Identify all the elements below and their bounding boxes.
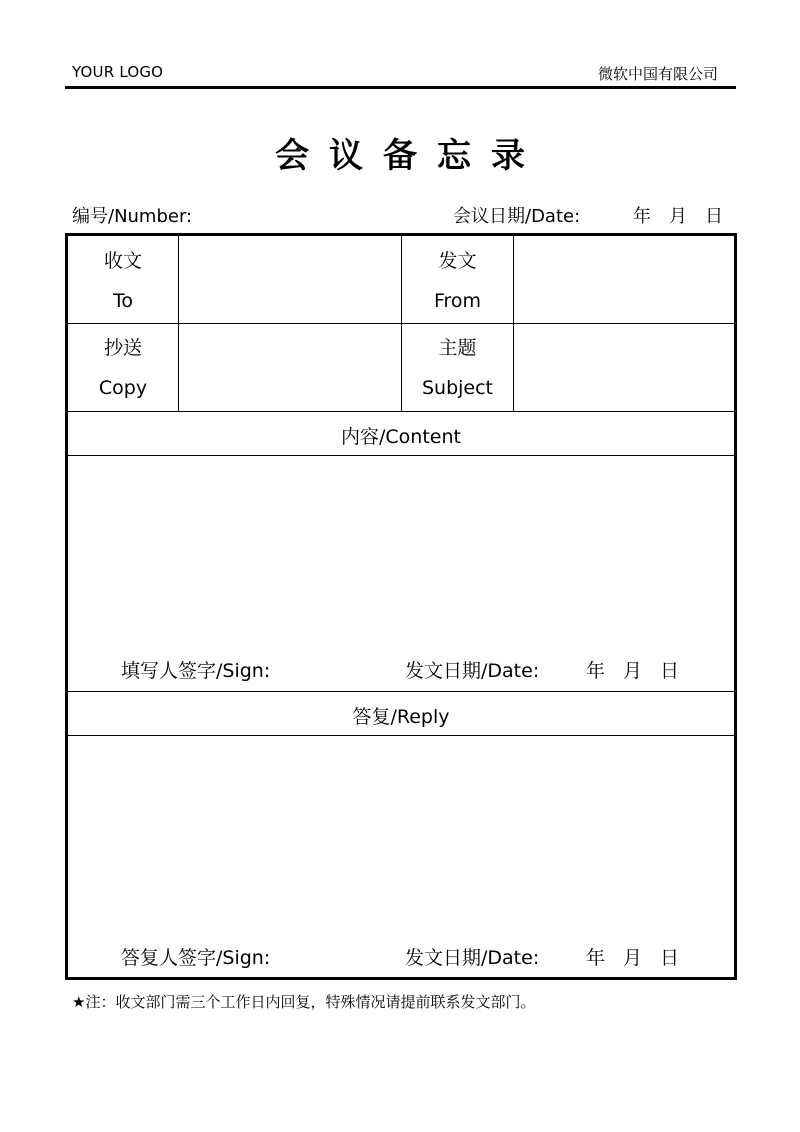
company-name: 微软中国有限公司 bbox=[597, 65, 718, 83]
from-label-cn: 发文 bbox=[438, 250, 477, 272]
to-label-cn: 收文 bbox=[103, 250, 142, 272]
content-issue-date-fields bbox=[586, 656, 679, 683]
content-area[interactable] bbox=[68, 456, 734, 651]
to-label-en: To bbox=[112, 290, 133, 312]
month-label: 月 bbox=[669, 206, 687, 227]
logo-placeholder: YOUR LOGO bbox=[72, 63, 164, 81]
copy-label-cell bbox=[68, 328, 178, 408]
to-field[interactable] bbox=[179, 236, 401, 323]
month-label: 月 bbox=[623, 947, 643, 969]
content-section-title: 内容/Content bbox=[341, 426, 461, 448]
number-label: 编号/Number: bbox=[72, 206, 193, 227]
reply-signer-label: 答复人签字/Sign: bbox=[121, 947, 271, 969]
content-signer-label: 填写人签字/Sign: bbox=[121, 660, 271, 682]
copy-label-en: Copy bbox=[98, 377, 148, 399]
copy-label-cn: 抄送 bbox=[103, 337, 142, 359]
day-label: 日 bbox=[660, 660, 680, 682]
copy-field[interactable] bbox=[179, 324, 401, 411]
document-title: 会议备忘录 bbox=[275, 136, 545, 176]
month-label: 月 bbox=[623, 660, 643, 682]
subject-label-en: Subject bbox=[421, 377, 494, 399]
reply-issue-date-fields bbox=[586, 943, 679, 970]
from-label-cell bbox=[402, 241, 513, 321]
meeting-date-fields bbox=[633, 202, 723, 228]
reply-area[interactable] bbox=[68, 736, 734, 936]
day-label: 日 bbox=[705, 206, 723, 227]
year-label: 年 bbox=[633, 206, 651, 227]
year-label: 年 bbox=[586, 947, 606, 969]
subject-label-cell bbox=[402, 328, 513, 408]
content-issue-date-label: 发文日期/Date: bbox=[405, 660, 540, 682]
reply-issue-date-label: 发文日期/Date: bbox=[405, 947, 540, 969]
reply-section-title: 答复/Reply bbox=[352, 706, 450, 728]
header-divider bbox=[65, 86, 736, 89]
to-label-cell bbox=[68, 241, 178, 321]
memo-form-table bbox=[65, 233, 737, 980]
footnote: ★注：收文部门需三个工作日内回复，特殊情况请提前联系发文部门。 bbox=[72, 993, 536, 1011]
subject-field[interactable] bbox=[514, 324, 734, 411]
row-divider bbox=[68, 411, 734, 412]
year-label: 年 bbox=[586, 660, 606, 682]
from-label-en: From bbox=[433, 290, 482, 312]
from-field[interactable] bbox=[514, 236, 734, 323]
row-divider bbox=[68, 691, 734, 692]
meeting-date-label: 会议日期/Date: bbox=[453, 206, 581, 227]
day-label: 日 bbox=[660, 947, 680, 969]
subject-label-cn: 主题 bbox=[438, 337, 477, 359]
